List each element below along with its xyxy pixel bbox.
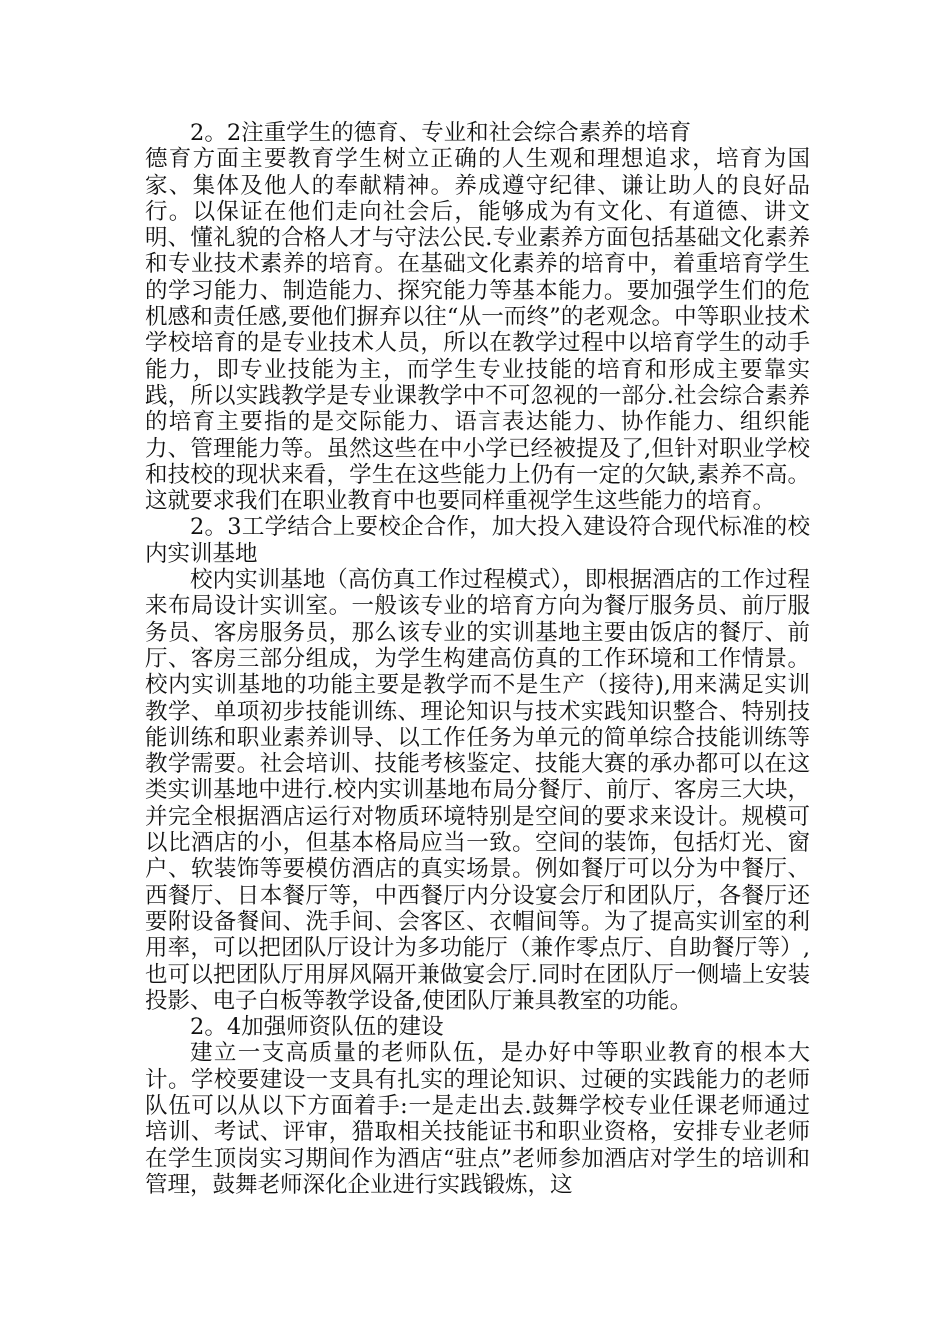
paragraph-training-base: 校内实训基地（高仿真工作过程模式），即根据酒店的工作过程来布局设计实训室。一般该专业的培育方向为餐厅服务员、前厅服务员、客房服务员，那么该专业的实训基地主要由饭店的餐厅、前厅、客房三部分组成，为学生构建高仿真的工作环境和工作情景。校内实训基地的功能主要是教学而不是生产（接待),用来满足实训教学、单项初步技能训练、理论知识与技术实践知识整合、特别技能训练和职业素养训导、以工作任务为单元的简单综合技能训练等教学需要。社会培训、技能考核鉴定、技能大赛的承办都可以在这类实训基地中进行.校内实训基地布局分餐厅、前厅、客房三大块，并完全根据酒店运行对物质环境特别是空间的要求来设计。规模可以比酒店的小，但基本格局应当一致。空间的装饰，包括灯光、窗户、软装饰等要模仿酒店的真实场景。例如餐厅可以分为中餐厅、西餐厅、日本餐厅等，中西餐厅内分设宴会厅和团队厅，各餐厅还要附设备餐间、洗手间、会客区、衣帽间等。为了提高实训室的利用率，可以把团队厅设计为多功能厅（兼作零点厅、自助餐厅等）,也可以把团队厅用屏风隔开兼做宴会厅.同时在团队厅一侧墙上安装投影、电子白板等教学设备,使团队厅兼具教室的功能。 <box>145 567 810 1014</box>
section-heading-2-3: 2。3工学结合上要校企合作，加大投入建设符合现代标准的校内实训基地 <box>145 514 810 567</box>
section-heading-2-2: 2。2注重学生的德育、专业和社会综合素养的培育 <box>190 120 692 146</box>
section-heading-2-4: 2。4加强师资队伍的建设 <box>190 1014 444 1041</box>
paragraph-teacher-team: 建立一支高质量的老师队伍，是办好中等职业教育的根本大计。学校要建设一支具有扎实的理论知识、过硬的实践能力的老师队伍可以从以下方面着手:一是走出去.鼓舞学校专业任课老师通过培训、考试、评审，猎取相关技能证书和职业资格，安排专业老师在学生顶岗实习期间作为酒店“驻点”老师参加酒店对学生的培训和管理，鼓舞老师深化企业进行实践锻炼，这 <box>145 1040 810 1198</box>
paragraph-moral-education: 德育方面主要教育学生树立正确的人生观和理想追求，培育为国家、集体及他人的奉献精神。养成遵守纪律、谦让助人的良好品行。以保证在他们走向社会后，能够成为有文化、有道德、讲文明、懂礼貌的合格人才与守法公民.专业素养方面包括基础文化素养和专业技术素养的培育。在基础文化素养的培育中，着重培育学生的学习能力、制造能力、探究能力等基本能力。要加强学生们的危机感和责任感,要他们摒弃以往“从一而终”的老观念。中等职业技术学校培育的是专业技术人员，所以在教学过程中以培育学生的动手能力，即专业技能为主，而学生专业技能的培育和形成主要靠实践，所以实践教学是专业课教学中不可忽视的一部分.社会综合素养的培育主要指的是交际能力、语言表达能力、协作能力、组织能力、管理能力等。虽然这些在中小学已经被提及了,但针对职业学校和技校的现状来看，学生在这些能力上仍有一定的欠缺,素养不高。这就要求我们在职业教育中也要同样重视学生这些能力的培育。 <box>145 146 810 515</box>
document-body <box>145 120 810 1198</box>
